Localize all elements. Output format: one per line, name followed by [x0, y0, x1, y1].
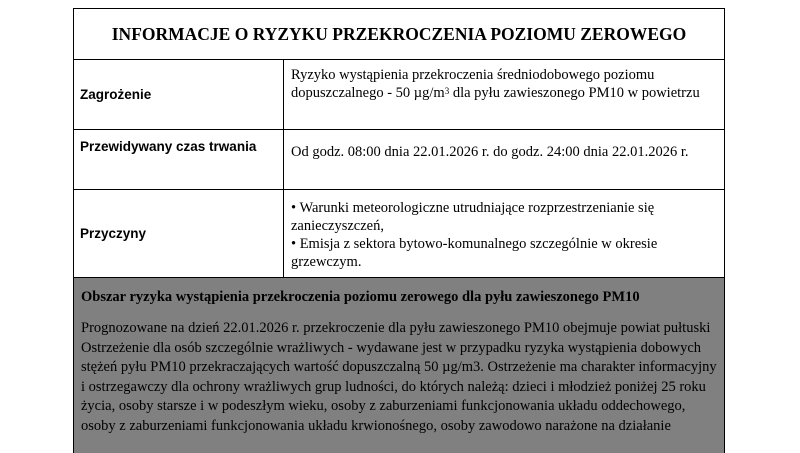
causes-label: Przyczyny	[74, 190, 284, 277]
threat-unit-superscript: 3	[444, 86, 450, 96]
threat-value-text-end: dla pyłu zawieszonego PM10 w powietrzu	[449, 85, 700, 101]
document-title: INFORMACJE O RYZYKU PRZEKROCZENIA POZIOMU ZEROWEGO	[74, 9, 724, 60]
causes-row	[74, 190, 724, 278]
risk-area-section	[74, 278, 724, 453]
causes-value	[284, 190, 724, 277]
threat-label: Zagrożenie	[74, 60, 284, 129]
threat-value-text: Ryzyko wystąpienia przekroczenia średniodobowego poziomu dopuszczalnego - 50 µg/m	[291, 67, 655, 101]
risk-area-heading: Obszar ryzyka wystąpienia przekroczenia poziomu zerowego dla pyłu zawieszonego PM10	[81, 289, 640, 305]
duration-label: Przewidywany czas trwania	[74, 130, 284, 189]
duration-row	[74, 130, 724, 190]
alert-document	[73, 8, 725, 453]
cause-item: • Warunki meteorologiczne utrudniające rozprzestrzenianie się zanieczyszczeń,	[291, 200, 655, 234]
cause-item: • Emisja z sektora bytowo-komunalnego szczególnie w okresie grzewczym.	[291, 236, 658, 270]
threat-row	[74, 60, 724, 130]
threat-value	[284, 60, 724, 129]
duration-value: Od godz. 08:00 dnia 22.01.2026 r. do godz. 24:00 dnia 22.01.2026 r.	[291, 144, 689, 160]
risk-area-text: Prognozowane na dzień 22.01.2026 r. przekroczenie dla pyłu zawieszonego PM10 obejmuje powiat pułtuski Ostrzeżenie dla osób szczególnie wrażliwych - wydawane jest w przypadku ryzyka wystąpienia dobowych stężeń pyłu PM10 przekraczających wartość dopuszczalną 50 µg/m3. Ostrzeżenie ma charakter informacyjny i ostrzegawczy dla ochrony wrażliwych grup ludności, do których należą: dzieci i młodzież poniżej 25 roku życia, osoby starsze i w podeszłym wieku, osoby z zaburzeniami funkcjonowania układu oddechowego, osoby z zaburzeniami funkcjonowania układu krwionośnego, osoby zawodowo narażone na działanie	[81, 320, 717, 434]
